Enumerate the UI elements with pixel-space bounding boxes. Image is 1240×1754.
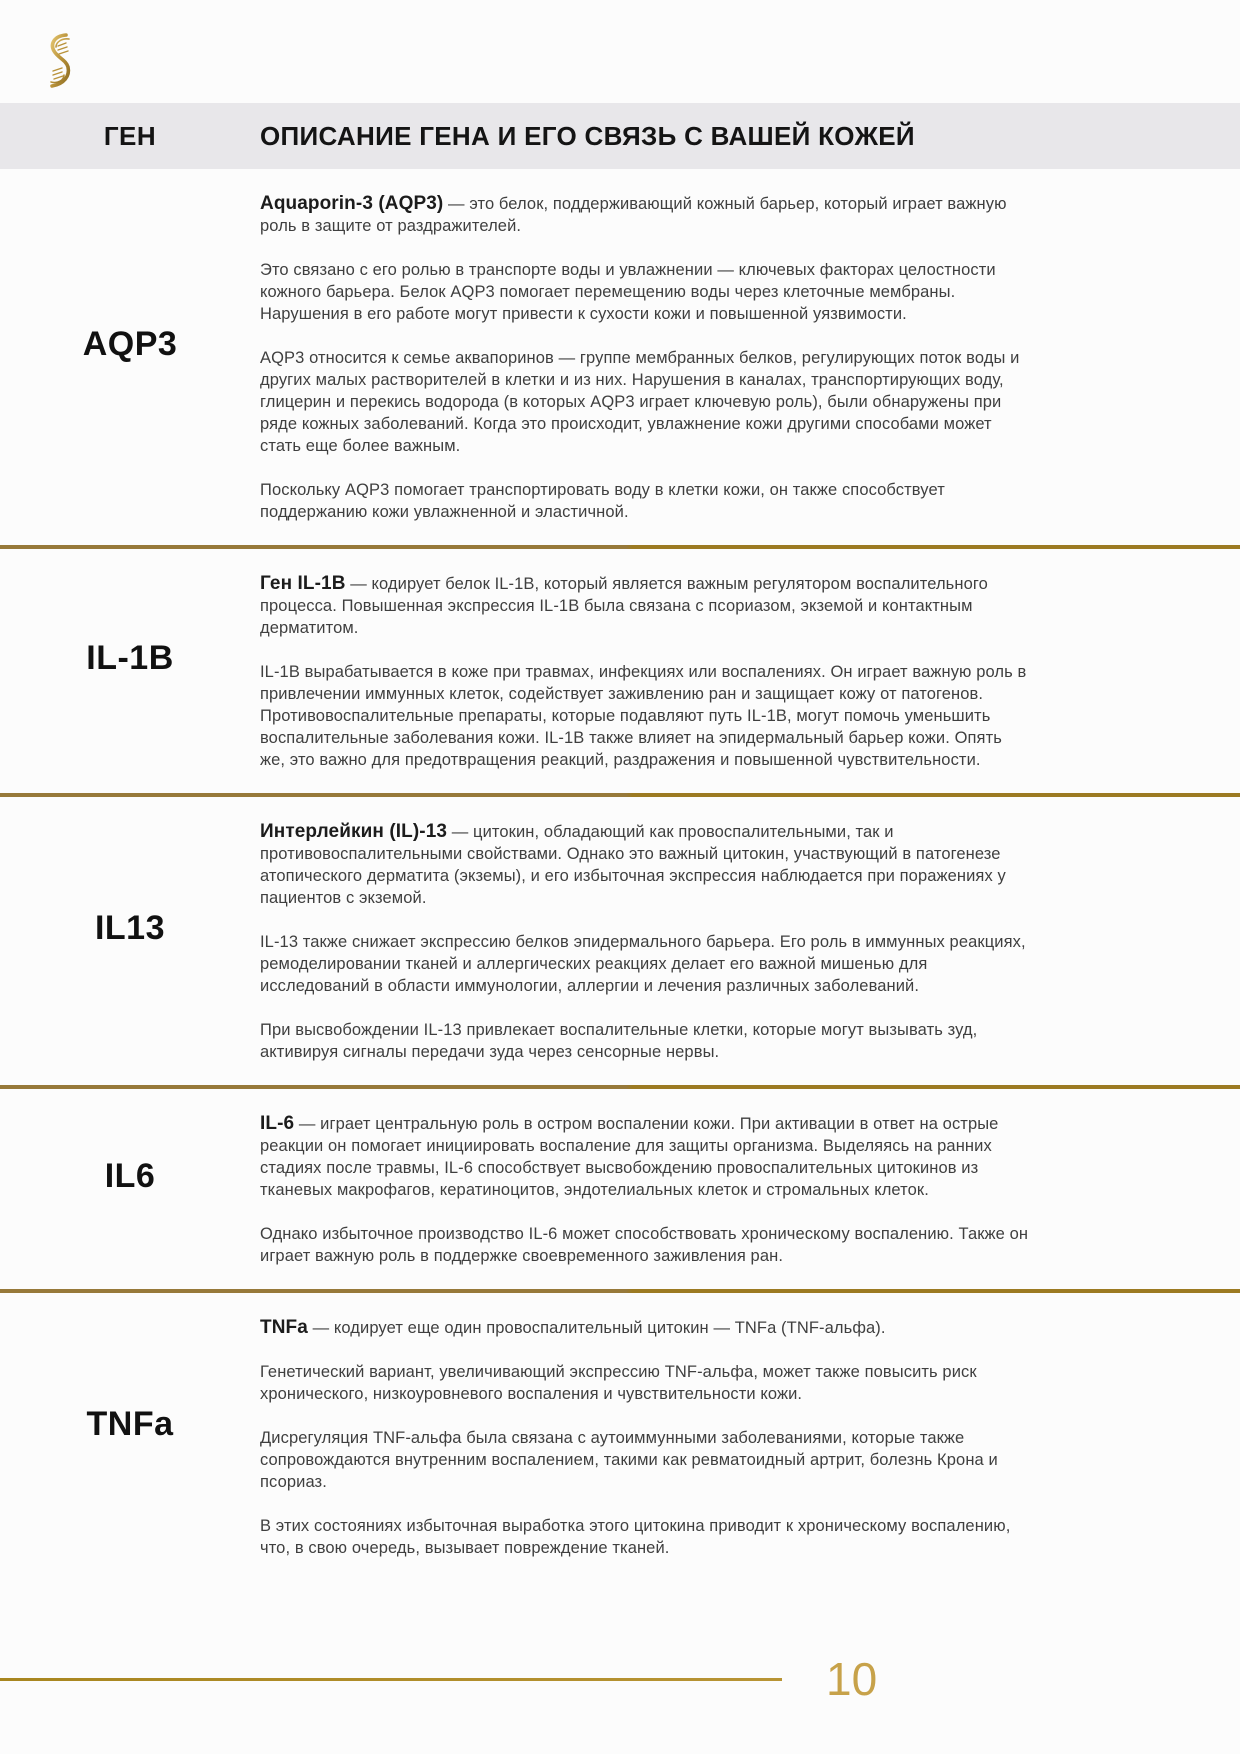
gene-description: [260, 821, 1050, 1063]
paragraph-text: AQP3 относится к семье аквапоринов — группе мембранных белков, регулирующих поток воды и других малых растворителей в клетки и из них. Нарушения в каналах, транспортирующих воду, глицерин и перекись водорода (в которых AQP3 играет ключевую роль), были обнаружены при ряде кожных заболеваний. Когда это происходит, увлажнение кожи другими способами может стать еще более важным.: [260, 349, 1020, 455]
paragraph-text: IL-1B вырабатывается в коже при травмах, инфекциях или воспалениях. Он играет важную роль в привлечении иммунных клеток, содействует заживлению ран и защищает кожу от патогенов. Противовоспалительные препараты, которые подавляют путь IL-1B, могут помочь уменьшить воспалительные заболевания кожи. IL-1B также влияет на эпидермальный барьер кожи. Опять же, это важно для предотвращения реакций, раздражения и повышенной чувствительности.: [260, 663, 1027, 769]
page-number: 10: [826, 1653, 878, 1705]
gene-description: [260, 1317, 1050, 1559]
paragraph: [260, 193, 1030, 237]
paragraph-text: — кодирует белок IL-1B, который является важным регулятором воспалительного процесса. Повышенная экспрессия IL-1B была связана с псориазом, экземой и контактным дерматитом.: [260, 575, 988, 637]
gene-name-il6: IL6: [104, 1156, 156, 1195]
paragraph-lead: Интерлейкин (IL)-13: [260, 821, 448, 842]
paragraph-text: — цитокин, обладающий как провоспалительными, так и противовоспалительными свойствами. Однако это важный цитокин, участвующий в патогенезе атопического дерматита (экземы), и его избыточная экспрессия наблюдается при поражениях у пациентов с экземой.: [260, 823, 1006, 907]
paragraph: [260, 931, 1030, 997]
dna-logo-icon: [42, 32, 78, 90]
paragraph: [260, 1317, 1030, 1339]
paragraph: [260, 1515, 1030, 1559]
header-gene-column: ГЕН: [103, 120, 157, 151]
gene-section-aqp3: [0, 169, 1240, 545]
gene-description: [260, 1113, 1050, 1267]
gene-section-tnfa: [0, 1293, 1240, 1581]
table-header: [0, 103, 1240, 169]
gene-name-il1b: IL-1B: [86, 638, 174, 677]
gene-name-aqp3: AQP3: [82, 324, 178, 363]
gene-section-il13: [0, 797, 1240, 1085]
gene-section-il1b: [0, 549, 1240, 793]
paragraph-text: Поскольку AQP3 помогает транспортировать воду в клетки кожи, он также способствует поддержанию кожи увлажненной и эластичной.: [260, 481, 945, 521]
paragraph: [260, 661, 1030, 771]
paragraph: [260, 1361, 1030, 1405]
paragraph-text: — играет центральную роль в остром воспалении кожи. При активации в ответ на острые реакции он помогает инициировать воспаление для защиты организма. Выделяясь на ранних стадиях после травмы, IL-6 способствует высвобождению провоспалительных цитокинов из тканевых макрофагов, кератиноцитов, эндотелиальных клеток и стромальных клеток.: [260, 1115, 999, 1199]
paragraph-text: Дисрегуляция TNF-альфа была связана с аутоиммунными заболеваниями, которые также сопровождаются внутренним воспалением, такими как ревматоидный артрит, болезнь Крона и псориаз.: [260, 1429, 998, 1491]
gene-description: [260, 573, 1050, 771]
paragraph-lead: Ген IL-1B: [260, 573, 346, 594]
paragraph-text: Это связано с его ролью в транспорте воды и увлажнении — ключевых факторах целостности кожного барьера. Белок AQP3 помогает перемещению воды через клеточные мембраны. Нарушения в его работе могут привести к сухости кожи и повышенной уязвимости.: [260, 261, 996, 323]
footer-rule: [0, 1678, 782, 1681]
paragraph: [260, 347, 1030, 457]
paragraph-lead: Aquaporin-3 (AQP3): [260, 193, 444, 214]
gene-section-il6: [0, 1089, 1240, 1289]
paragraph: [260, 1113, 1030, 1201]
gene-description: [260, 193, 1050, 523]
header-description-column: ОПИСАНИЕ ГЕНА И ЕГО СВЯЗЬ С ВАШЕЙ КОЖЕЙ: [260, 120, 915, 151]
paragraph-lead: TNFa: [260, 1317, 308, 1338]
paragraph: [260, 1019, 1030, 1063]
paragraph: [260, 259, 1030, 325]
gene-name-il13: IL13: [94, 908, 166, 947]
paragraph-text: Однако избыточное производство IL-6 может способствовать хроническому воспалению. Также он играет важную роль в поддержке своевременного заживления ран.: [260, 1225, 1029, 1265]
paragraph-text: При высвобождении IL-13 привлекает воспалительные клетки, которые могут вызывать зуд, активируя сигналы передачи зуда через сенсорные нервы.: [260, 1021, 978, 1061]
paragraph-text: В этих состояниях избыточная выработка этого цитокина приводит к хроническому воспалению, что, в свою очередь, вызывает повреждение тканей.: [260, 1517, 1011, 1557]
paragraph-text: — кодирует еще один провоспалительный цитокин — TNFa (TNF-альфа).: [307, 1319, 886, 1337]
paragraph-lead: IL-6: [260, 1113, 295, 1134]
paragraph: [260, 573, 1030, 639]
paragraph: [260, 1223, 1030, 1267]
paragraph: [260, 821, 1030, 909]
paragraph-text: IL-13 также снижает экспрессию белков эпидермального барьера. Его роль в иммунных реакциях, ремоделировании тканей и аллергических реакциях делает его важной мишенью для исследований в области иммунологии, аллергии и лечения различных заболеваний.: [260, 933, 1026, 995]
page-footer: [0, 1652, 1240, 1754]
paragraph: [260, 1427, 1030, 1493]
paragraph: [260, 479, 1030, 523]
paragraph-text: Генетический вариант, увеличивающий экспрессию TNF-альфа, может также повысить риск хронического, низкоуровневого воспаления и чувствительности кожи.: [260, 1363, 977, 1403]
gene-name-tnfa: TNFa: [86, 1404, 174, 1443]
paragraph-text: — это белок, поддерживающий кожный барьер, который играет важную роль в защите от раздражителей.: [260, 195, 1007, 235]
